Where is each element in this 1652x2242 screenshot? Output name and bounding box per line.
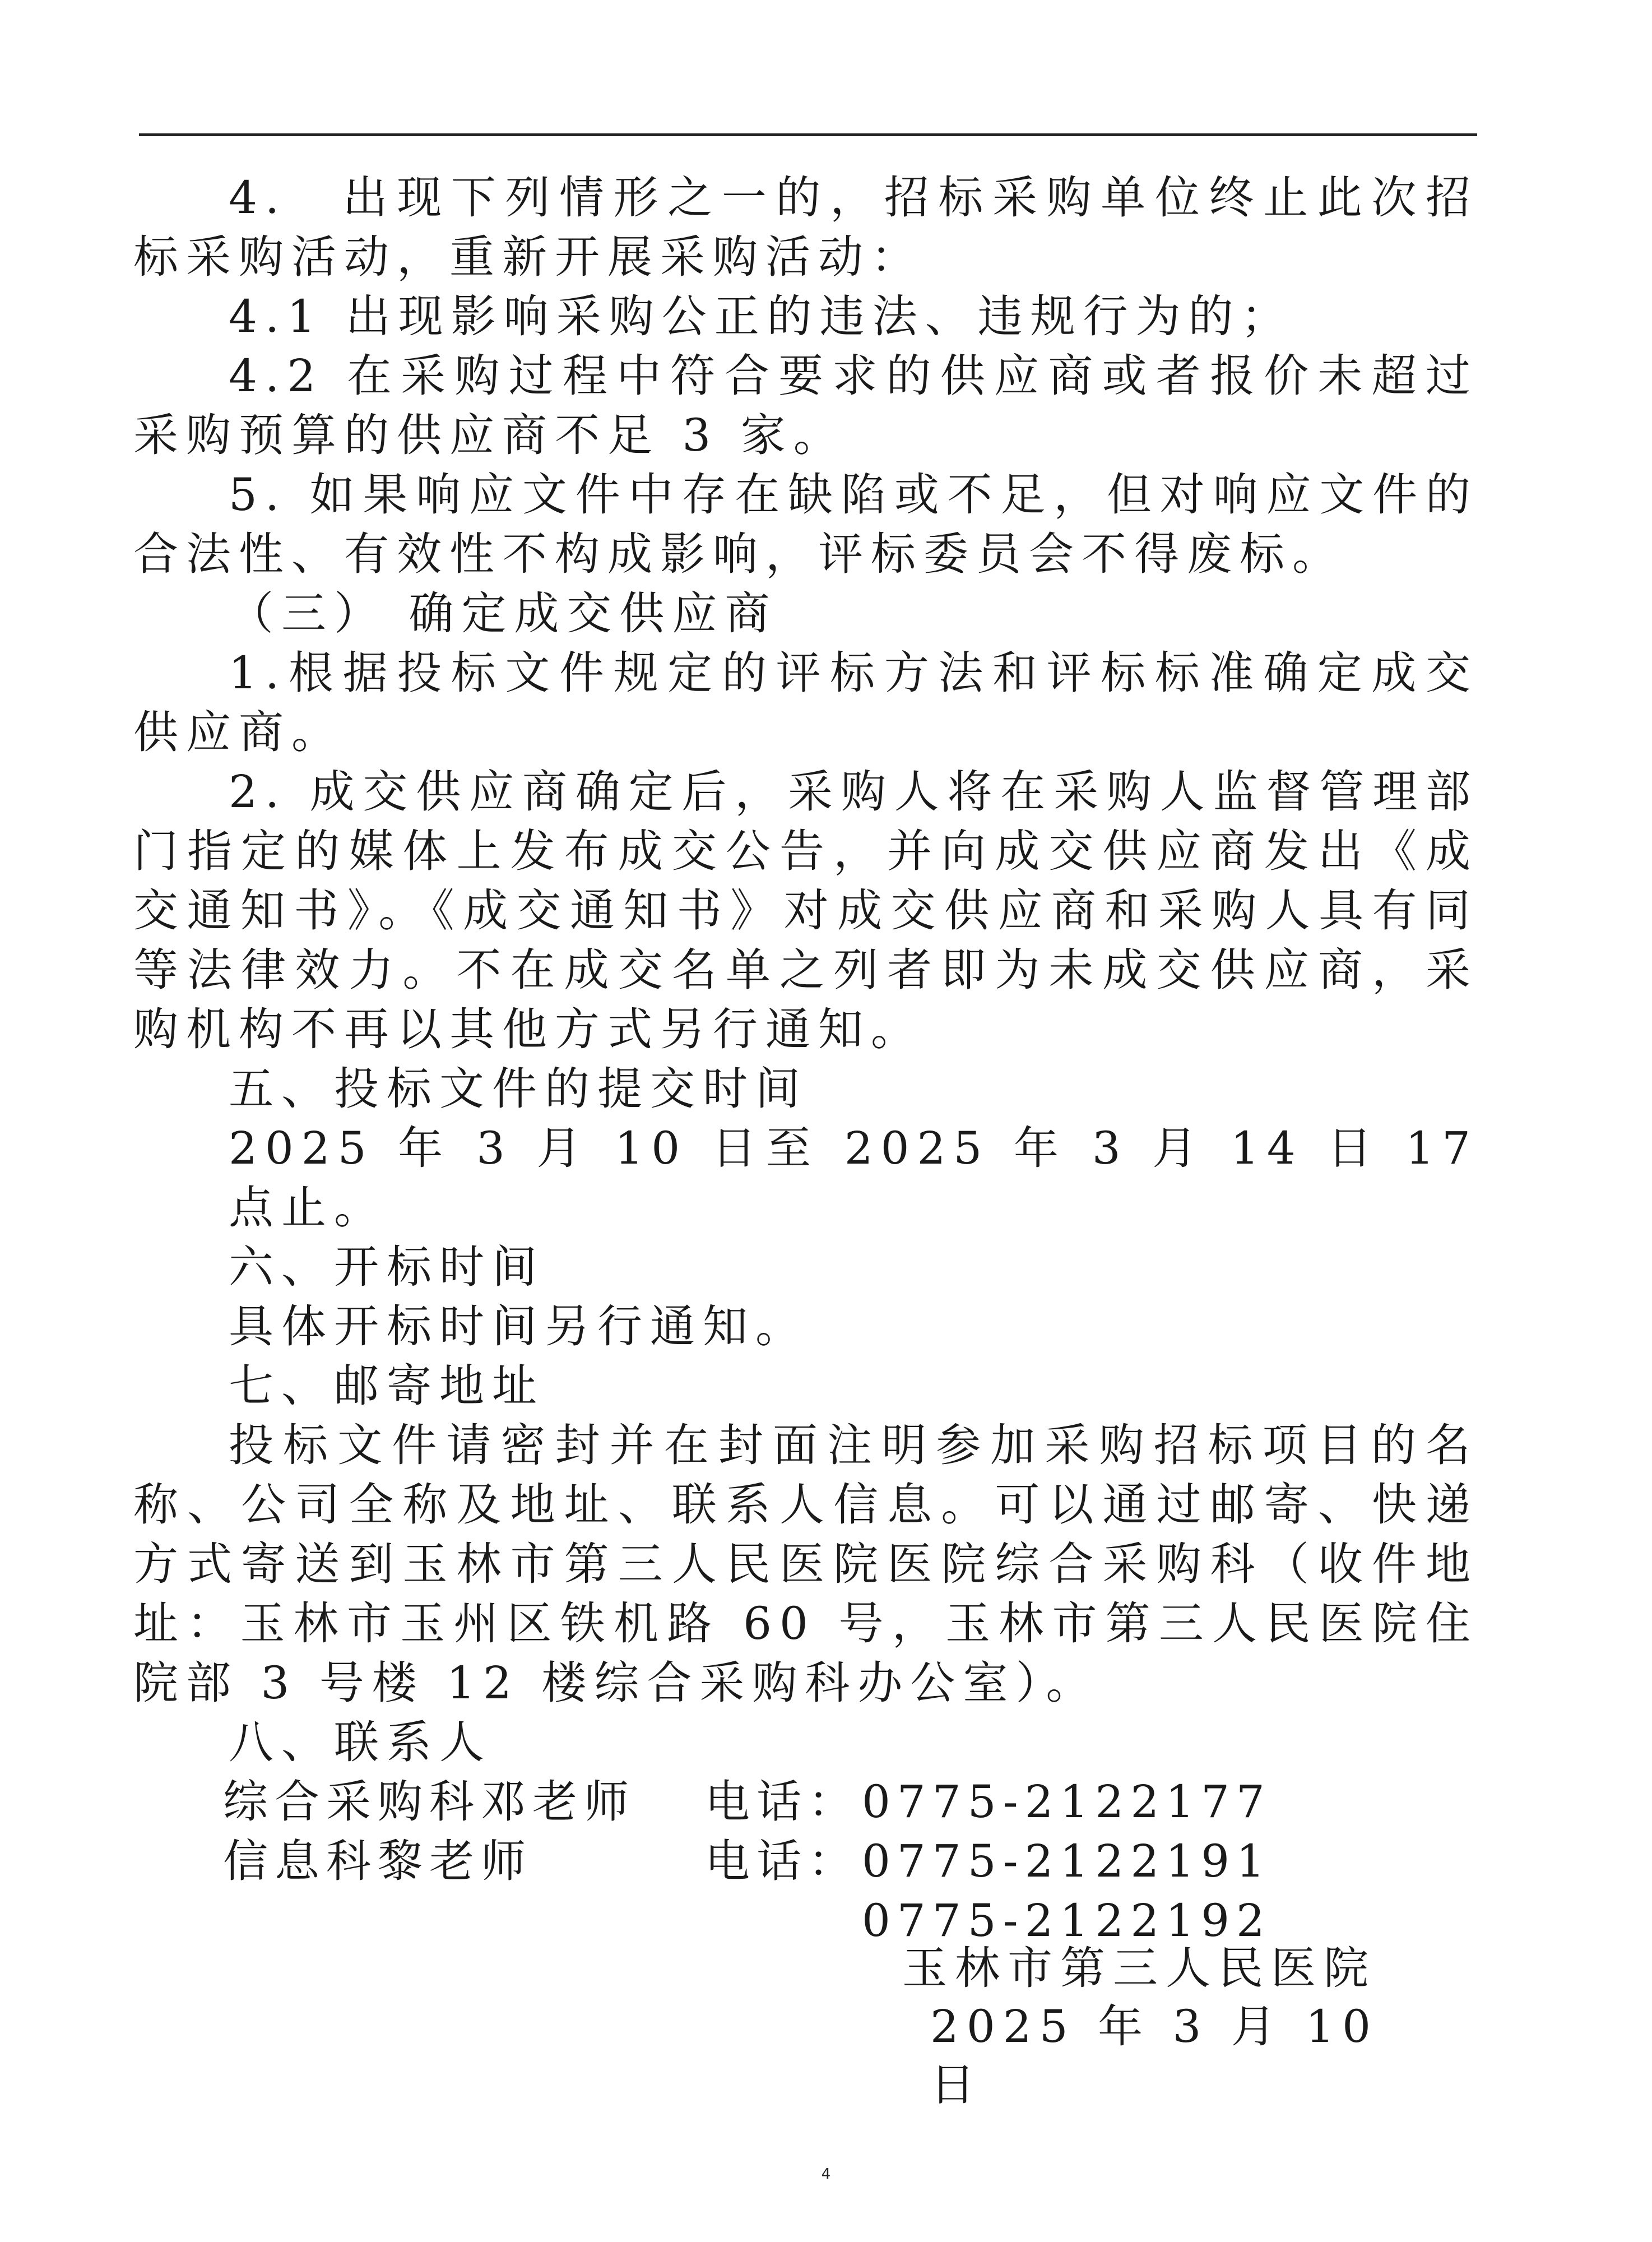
paragraph: 4.1 出现影响采购公正的违法、违规行为的；	[229, 290, 1294, 342]
tel-number: 0775-2122192	[862, 1894, 1272, 1947]
section-heading-submission-time: 五、投标文件的提交时间	[229, 1063, 808, 1115]
tel-number: 0775-2122191	[862, 1835, 1272, 1887]
paragraph: 4. 出现下列情形之一的，招标采购单位终止此次招标采购活动，重新开展采购活动：	[133, 172, 1478, 283]
header-rule	[139, 133, 1477, 136]
paragraph: 5. 如果响应文件中存在缺陷或不足，但对响应文件的合法性、有效性不构成影响，评标委员会不得废标。	[133, 469, 1478, 580]
paragraph: 2. 成交供应商确定后，采购人将在采购人监督管理部门指定的媒体上发布成交公告，并向成交供应商发出《成交通知书》。《成交通知书》对成交供应商和采购人具有同等法律效力。不在成交名单之列者即为未成交供应商，采购机构不再以其他方式另行通知。	[133, 766, 1478, 1055]
contact-name	[223, 1891, 705, 1951]
contact-list	[133, 1772, 1478, 1951]
page-number: 4	[821, 2166, 831, 2183]
tel-label: 电话：	[705, 1835, 860, 1887]
signature-block	[902, 1939, 1435, 2114]
section-heading-mailing-address: 七、邮寄地址	[229, 1360, 545, 1412]
section-heading-opening-time: 六、开标时间	[229, 1241, 545, 1293]
paragraph: 具体开标时间另行通知。	[229, 1300, 808, 1352]
paragraph: 1.根据投标文件规定的评标方法和评标标准确定成交供应商。	[133, 647, 1478, 758]
signature-organization: 玉林市第三人民医院	[902, 1942, 1376, 1994]
section-heading-contacts: 八、联系人	[229, 1716, 492, 1768]
document-body	[133, 168, 1478, 1951]
tel-number: 0775-2122177	[862, 1776, 1272, 1828]
tel-label: 电话：	[705, 1776, 860, 1828]
contact-row	[133, 1772, 1478, 1832]
paragraph: 2025 年 3 月 10 日至 2025 年 3 月 14 日 17 点止。	[229, 1122, 1478, 1234]
contact-name: 综合采购科邓老师	[223, 1776, 635, 1828]
paragraph: 4.2 在采购过程中符合要求的供应商或者报价未超过采购预算的供应商不足 3 家。	[133, 350, 1478, 461]
contact-name: 信息科黎老师	[223, 1835, 532, 1887]
paragraph: 投标文件请密封并在封面注明参加采购招标项目的名称、公司全称及地址、联系人信息。可以通过邮寄、快递方式寄送到玉林市第三人民医院医院综合采购科（收件地址：玉林市玉州区铁机路 60 号，玉林市第三人民医院住院部 3 号楼 12 楼综合采购科办公室）。	[133, 1419, 1478, 1709]
tel-label	[705, 1891, 862, 1951]
signature-date: 2025 年 3 月 10 日	[930, 2000, 1379, 2111]
contact-row	[133, 1832, 1478, 1891]
subsection-heading: （三） 确定成交供应商	[229, 587, 778, 640]
